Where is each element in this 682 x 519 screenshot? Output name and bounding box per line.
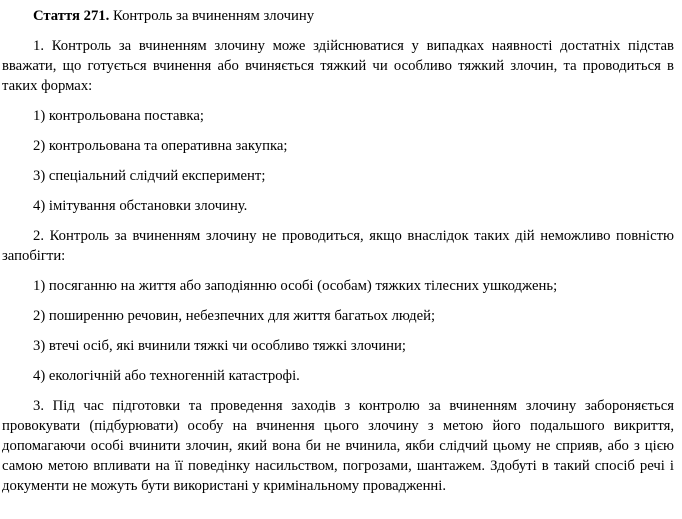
- list-item: 2) поширенню речовин, небезпечних для життя багатьох людей;: [33, 308, 436, 324]
- list-item: 4) імітування обстановки злочину.: [33, 198, 248, 214]
- list-item: 3) спеціальний слідчий експеримент;: [33, 168, 266, 184]
- article-number: Стаття 271.: [33, 8, 110, 24]
- article-title: [2, 6, 674, 26]
- paragraph: 2. Контроль за вчиненням злочину не проводиться, якщо внаслідок таких дій неможливо повністю запобігти:: [2, 228, 674, 264]
- list-item: 1) посяганню на життя або заподіянню особі (особам) тяжких тілесних ушкоджень;: [33, 278, 558, 294]
- list-item: 2) контрольована та оперативна закупка;: [33, 138, 288, 154]
- paragraph: 1. Контроль за вчиненням злочину може здійснюватися у випадках наявності достатніх підстав вважати, що готується вчинення або вчиняється тяжкий чи особливо тяжкий злочин, та проводиться в таких формах:: [2, 38, 674, 94]
- article-title-text: Контроль за вчиненням злочину: [113, 8, 315, 24]
- list-item: 4) екологічній або техногенній катастрофі.: [33, 368, 300, 384]
- document-body: [2, 36, 674, 496]
- paragraph: 3. Під час підготовки та проведення заходів з контролю за вчиненням злочину забороняється провокувати (підбурювати) особу на вчинення цього злочину з метою його подальшого викриття, допомагаючи особі вчинити злочин, який вона би не вчинила, якби слідчий цьому не сприяв, або з цією самою метою впливати на її поведінку насильством, погрозами, шантажем. Здобуті в такий спосіб речі і документи не можуть бути використані у кримінальному провадженні.: [2, 398, 674, 494]
- list-item: 1) контрольована поставка;: [33, 108, 204, 124]
- list-item: 3) втечі осіб, які вчинили тяжкі чи особливо тяжкі злочини;: [33, 338, 406, 354]
